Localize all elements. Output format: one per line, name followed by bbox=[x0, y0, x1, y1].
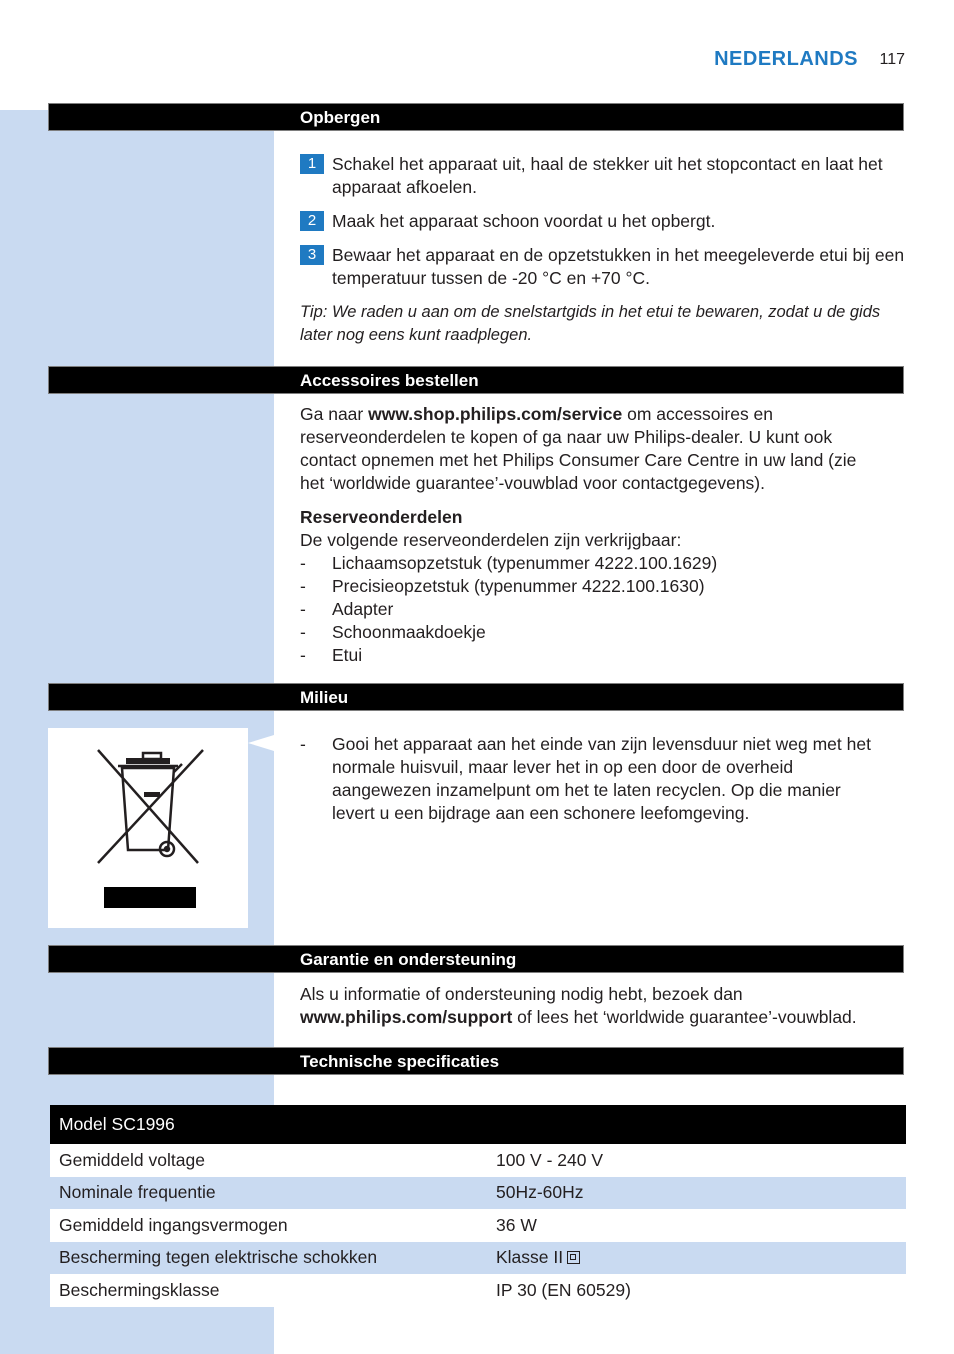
spec-value: 36 W bbox=[487, 1209, 906, 1242]
spec-label: Gemiddeld voltage bbox=[50, 1144, 487, 1177]
step-1 bbox=[300, 153, 906, 199]
spec-value: Klasse II bbox=[496, 1247, 564, 1268]
step-number: 2 bbox=[300, 211, 324, 231]
step-text: Bewaar het apparaat en de opzetstukken in het meegeleverde etui bij een temperatuur tussen de -20 °C en +70 °C. bbox=[332, 245, 905, 288]
step-text: Schakel het apparaat uit, haal de stekker uit het stopcontact en laat het apparaat afkoelen. bbox=[332, 154, 883, 197]
spec-label: Gemiddeld ingangsvermogen bbox=[50, 1209, 487, 1242]
spec-value: IP 30 (EN 60529) bbox=[487, 1274, 906, 1307]
list-dash: - bbox=[300, 645, 306, 665]
subsection-title: Reserveonderdelen bbox=[300, 507, 463, 527]
list-dash: - bbox=[300, 599, 306, 619]
list-dash: - bbox=[300, 576, 306, 596]
section-title: Opbergen bbox=[300, 108, 381, 127]
list-item bbox=[300, 621, 906, 644]
bin-illustration bbox=[48, 728, 248, 928]
specs-table bbox=[50, 1105, 906, 1307]
section-title: Technische specificaties bbox=[300, 1052, 500, 1071]
bin-pointer bbox=[248, 735, 274, 751]
table-header: Model SC1996 bbox=[50, 1105, 906, 1144]
tip-text: Tip: We raden u aan om de snelstartgids in het etui te bewaren, zodat u de gids later nog eens kunt raadplegen. bbox=[300, 303, 881, 344]
section-bar-technisch bbox=[48, 1047, 904, 1075]
step-number: 1 bbox=[300, 154, 324, 174]
step-number: 3 bbox=[300, 245, 324, 265]
table-row bbox=[50, 1144, 906, 1177]
list-item bbox=[300, 552, 906, 575]
milieu-item bbox=[300, 733, 880, 825]
table-row bbox=[50, 1177, 906, 1210]
step-2 bbox=[300, 210, 906, 233]
table-row bbox=[50, 1242, 906, 1275]
spec-value: 50Hz-60Hz bbox=[487, 1177, 906, 1210]
shop-link[interactable]: www.shop.philips.com/service bbox=[368, 404, 623, 424]
list-dash: - bbox=[300, 553, 306, 573]
section-bar-milieu bbox=[48, 683, 904, 711]
step-text: Maak het apparaat schoon voordat u het opbergt. bbox=[332, 211, 716, 231]
garantie-paragraph bbox=[300, 983, 906, 1029]
spec-value-cell bbox=[487, 1242, 906, 1275]
section-bar-garantie bbox=[48, 945, 904, 973]
accessoires-paragraph bbox=[300, 403, 880, 495]
section-title: Milieu bbox=[300, 688, 349, 707]
section-title: Garantie en ondersteuning bbox=[300, 950, 517, 969]
spec-label: Beschermingsklasse bbox=[50, 1274, 487, 1307]
spec-value: 100 V - 240 V bbox=[487, 1144, 906, 1177]
spec-label: Nominale frequentie bbox=[50, 1177, 487, 1210]
section-bar-opbergen bbox=[48, 103, 904, 131]
list-dash: - bbox=[300, 734, 306, 754]
list-item bbox=[300, 733, 880, 825]
list-item-text: Gooi het apparaat aan het einde van zijn levensduur niet weg met het normale huisvuil, maar lever het in op een door de overheid aangewezen inzamelpunt om het te laten recyclen. Op die manier levert u een bijdrage aan een schonere leefomgeving. bbox=[332, 734, 871, 823]
support-link[interactable]: www.philips.com/support bbox=[300, 1007, 513, 1027]
list-item bbox=[300, 575, 906, 598]
table-row bbox=[50, 1209, 906, 1242]
text-span: Als u informatie of ondersteuning nodig hebt, bezoek dan bbox=[300, 984, 743, 1004]
list-item bbox=[300, 598, 906, 621]
crossed-out-wheelie-bin-icon bbox=[48, 728, 248, 928]
language-header: NEDERLANDS bbox=[714, 48, 858, 70]
list-item-text: Schoonmaakdoekje bbox=[332, 622, 486, 642]
text-span: Ga naar bbox=[300, 404, 369, 424]
text-span: of lees het ‘worldwide guarantee’-vouwblad. bbox=[512, 1007, 857, 1027]
list-item-text: Lichaamsopzetstuk (typenummer 4222.100.1629) bbox=[332, 553, 718, 573]
section-title: Accessoires bestellen bbox=[300, 371, 479, 390]
list-item-text: Precisieopzetstuk (typenummer 4222.100.1630) bbox=[332, 576, 705, 596]
list-item-text: Etui bbox=[332, 645, 363, 665]
reserveonderdelen-block bbox=[300, 506, 906, 667]
step-3 bbox=[300, 244, 906, 290]
list-item-text: Adapter bbox=[332, 599, 394, 619]
page-number: 117 bbox=[879, 51, 905, 68]
spec-label: Bescherming tegen elektrische schokken bbox=[50, 1242, 487, 1275]
subsection-intro: De volgende reserveonderdelen zijn verkrijgbaar: bbox=[300, 530, 682, 550]
list-dash: - bbox=[300, 622, 306, 642]
class-ii-icon bbox=[567, 1251, 580, 1264]
list-item bbox=[300, 644, 906, 667]
section-bar-accessoires bbox=[48, 366, 904, 394]
text-span: om accessoires en reserveonderdelen te kopen of ga naar uw Philips-dealer. U kunt ook contact opnemen met het Philips Consumer Care Centre in uw land (zie het ‘worldwide guarantee’-vouwblad voor contactgegevens). bbox=[300, 404, 857, 493]
table-row bbox=[50, 1274, 906, 1307]
